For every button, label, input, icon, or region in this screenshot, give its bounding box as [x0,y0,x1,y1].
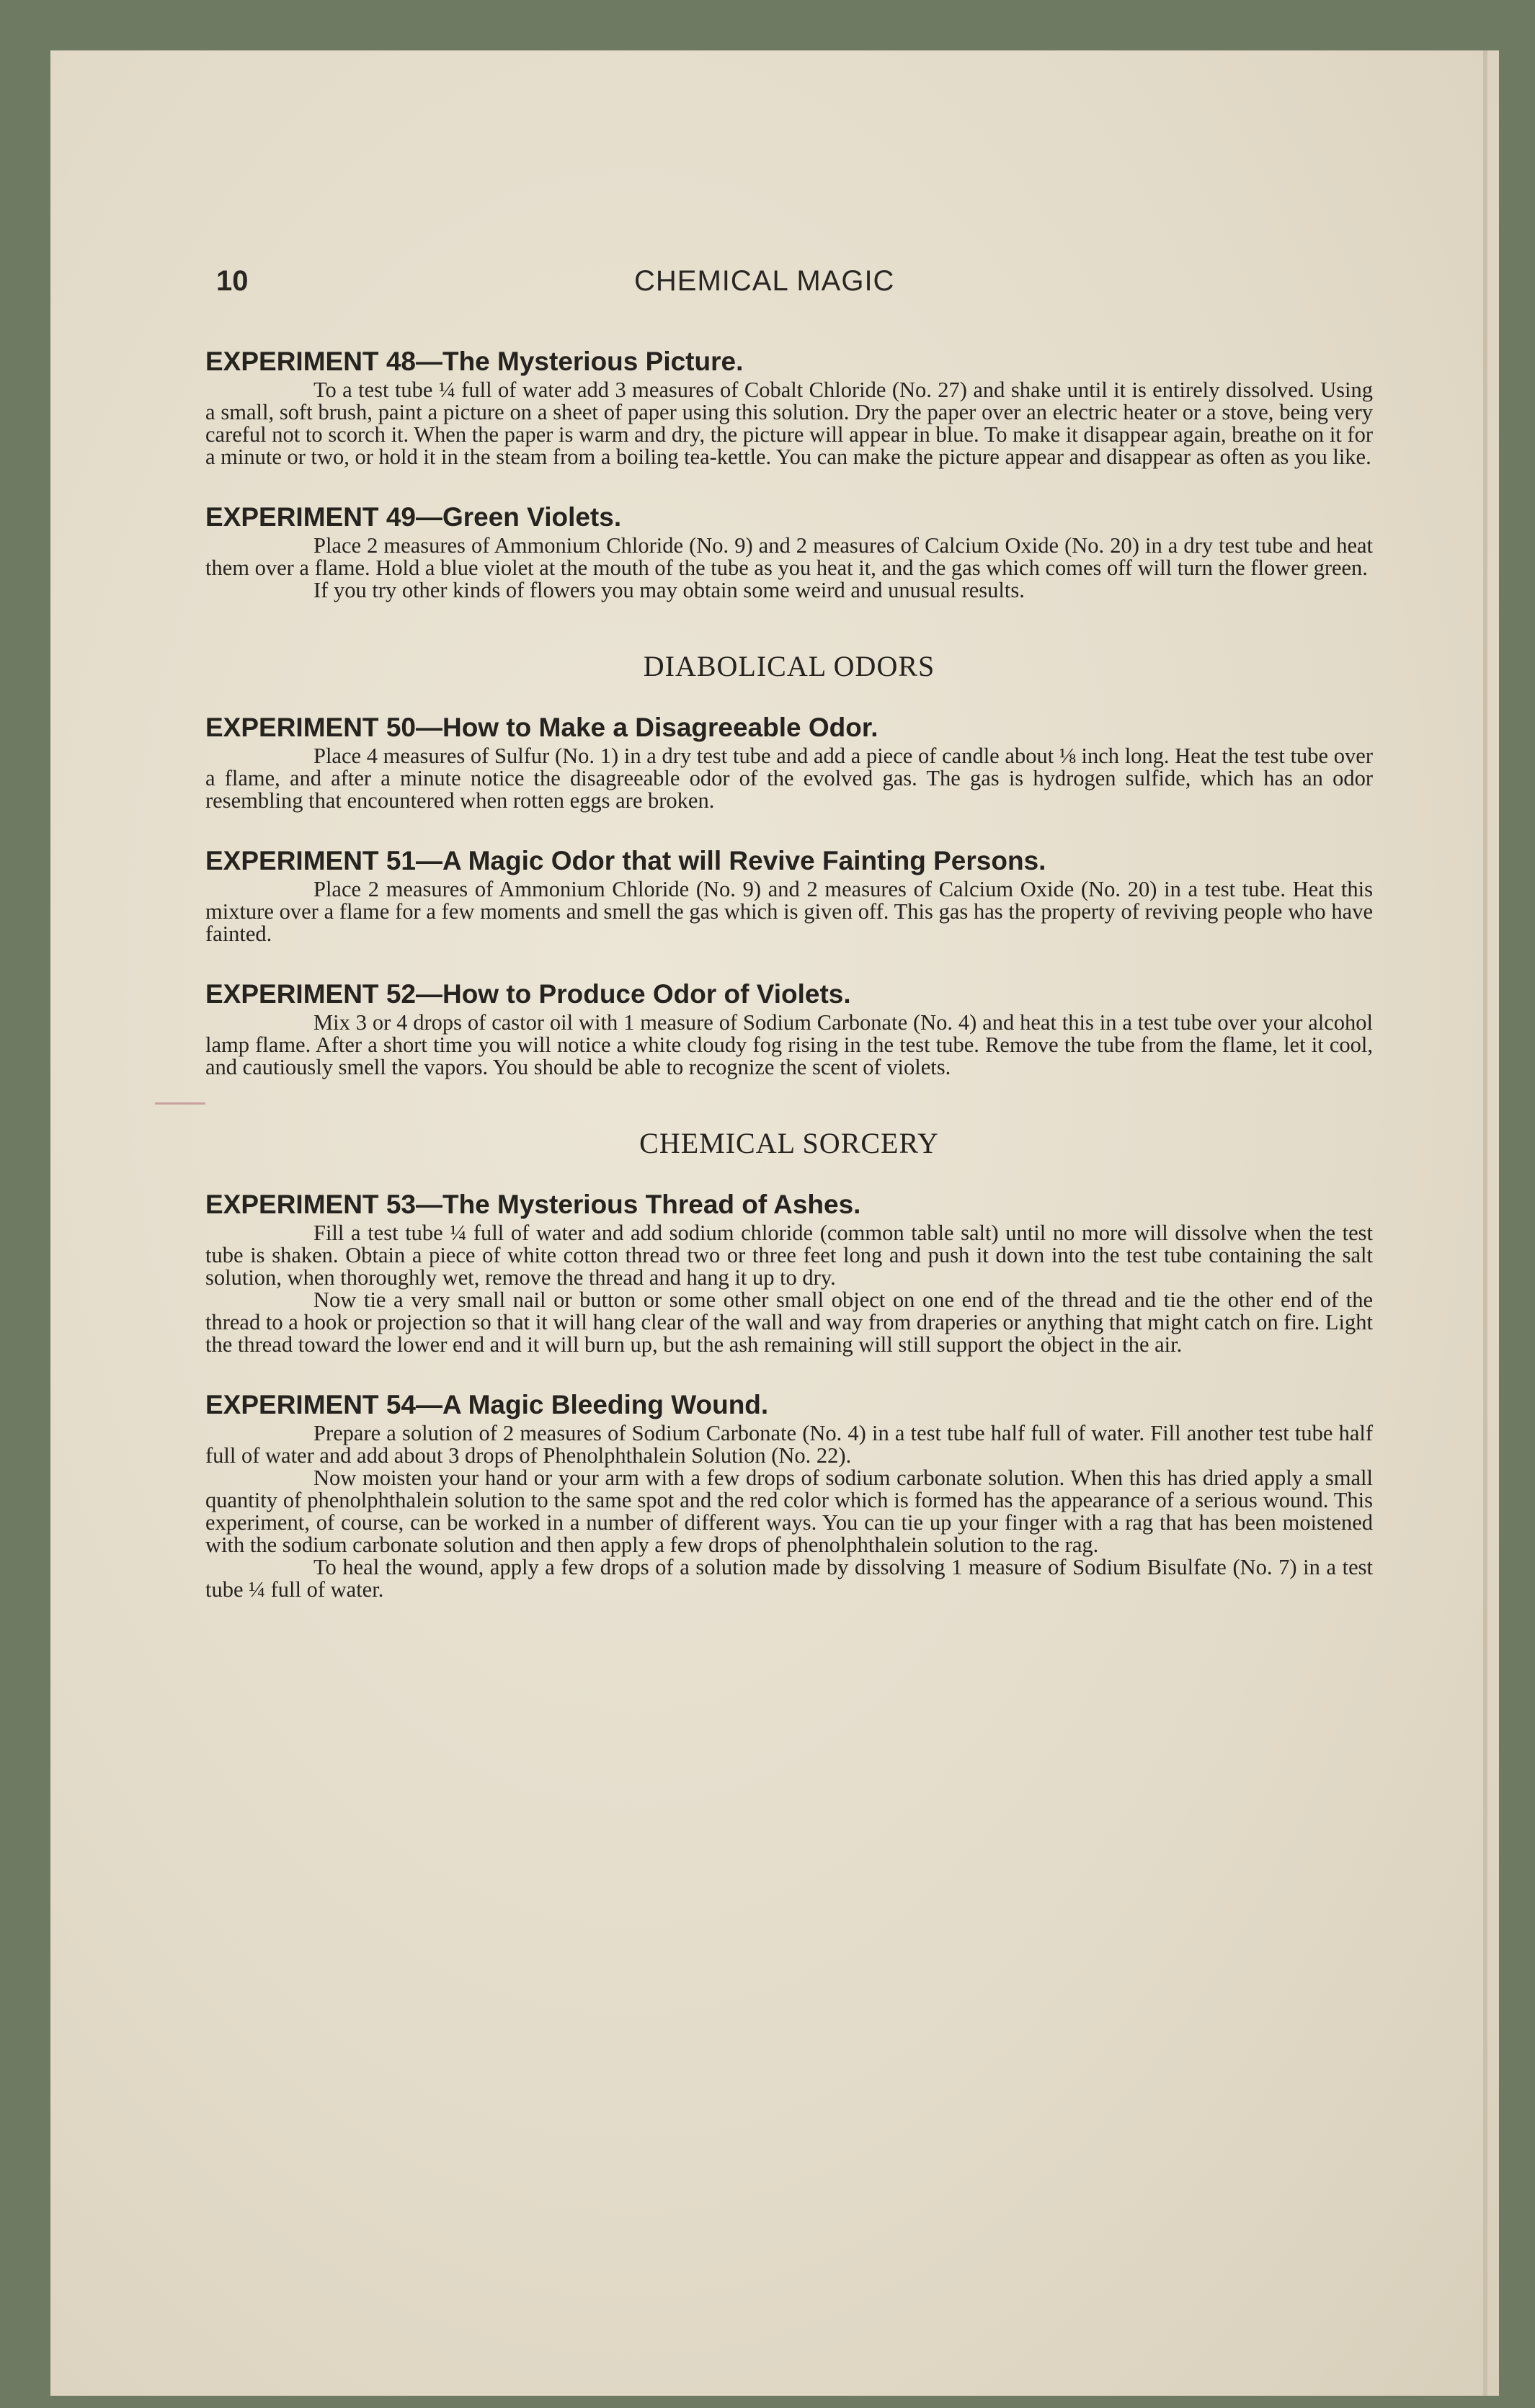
paragraph: Place 2 measures of Ammonium Chloride (No. 9) and 2 measures of Calcium Oxide (No. 20) in a test tube. Heat this mixture over a flame for a few moments and smell the gas which is given off. This gas has the property of reviving people who have fainted. [205,877,1373,946]
paragraph: If you try other kinds of flowers you may obtain some weird and unusual results. [313,578,1025,602]
page-header [216,265,1369,301]
experiment-53 [205,1189,1373,1356]
page-content [205,346,1373,1634]
paragraph: Fill a test tube ¼ full of water and add sodium chloride (common table salt) until no more will dissolve when the test tube is shaken. Obtain a piece of white cotton thread two or three feet long and push it down into the test tube containing the salt solution, when thoroughly wet, remove the thread and hang it up to dry. [205,1221,1373,1290]
experiment-49 [205,501,1373,602]
paragraph: Place 2 measures of Ammonium Chloride (No. 9) and 2 measures of Calcium Oxide (No. 20) in a dry test tube and heat them over a flame. Hold a blue violet at the mouth of the tube as you heat it, and the gas which comes off will turn the flower green. [205,533,1373,580]
experiment-title: EXPERIMENT 54—A Magic Bleeding Wound. [205,1390,769,1419]
experiment-title: EXPERIMENT 53—The Mysterious Thread of Ashes. [205,1190,861,1219]
paragraph: Now tie a very small nail or button or some other small object on one end of the thread and tie the other end of the thread to a hook or projection so that it will hang clear of the wall and way from draperies or anything that might catch on fire. Light the thread toward the lower end and it will burn up, but the ash remaining will still support the object in the air. [205,1288,1373,1357]
section-heading-diabolical-odors: DIABOLICAL ODORS [643,650,935,682]
experiment-title: EXPERIMENT 48—The Mysterious Picture. [205,347,744,376]
experiment-title: EXPERIMENT 51—A Magic Odor that will Revive Fainting Persons. [205,846,1046,875]
paragraph: Place 4 measures of Sulfur (No. 1) in a dry test tube and add a piece of candle about ⅛ inch long. Heat the test tube over a flame, and after a minute notice the disagreeable odor of the evolved gas. The gas is hydrogen sulfide, which has an odor resembling that encountered when rotten eggs are broken. [205,744,1373,813]
section-heading-chemical-sorcery: CHEMICAL SORCERY [639,1127,939,1159]
experiment-title: EXPERIMENT 49—Green Violets. [205,502,622,532]
paragraph: Mix 3 or 4 drops of castor oil with 1 measure of Sodium Carbonate (No. 4) and heat this in a test tube over your alcohol lamp flame. After a short time you will notice a white cloudy fog rising in the test tube. Remove the tube from the flame, let it cool, and cautiously smell the vapors. You should be able to recognize the scent of violets. [205,1010,1373,1079]
experiment-50 [205,712,1373,812]
running-title: CHEMICAL MAGIC [634,265,895,297]
experiment-51 [205,845,1373,945]
paragraph: To heal the wound, apply a few drops of a solution made by dissolving 1 measure of Sodium Bisulfate (No. 7) in a test tube ¼ full of water. [205,1555,1373,1602]
page-gutter [1483,50,1487,2396]
page-number: 10 [216,265,249,297]
paragraph: Now moisten your hand or your arm with a few drops of sodium carbonate solution. When this has dried apply a small quantity of phenolphthalein solution to the same spot and the red color which is formed has the appearance of a serious wound. This experiment, of course, can be worked in a number of different ways. You can tie up your finger with a rag that has been moistened with the sodium carbonate solution and then apply a few drops of phenolphthalein solution to the rag. [205,1466,1373,1557]
pencil-mark [155,1102,205,1105]
experiment-title: EXPERIMENT 52—How to Produce Odor of Violets. [205,979,851,1009]
experiment-54 [205,1389,1373,1601]
paragraph: Prepare a solution of 2 measures of Sodium Carbonate (No. 4) in a test tube half full of water. Fill another test tube half full of water and add about 3 drops of Phenolphthalein Solution (No. 22). [205,1421,1373,1468]
experiment-title: EXPERIMENT 50—How to Make a Disagreeable Odor. [205,713,878,742]
experiment-52 [205,978,1373,1079]
paragraph: To a test tube ¼ full of water add 3 measures of Cobalt Chloride (No. 27) and shake until it is entirely dissolved. Using a small, soft brush, paint a picture on a sheet of paper using this solution. Dry the paper over an electric heater or a stove, being very careful not to scorch it. When the paper is warm and dry, the picture will appear in blue. To make it disappear again, breathe on it for a minute or two, or hold it in the steam from a boiling tea-kettle. You can make the picture appear and disappear as often as you like. [205,378,1373,469]
experiment-48 [205,346,1373,468]
